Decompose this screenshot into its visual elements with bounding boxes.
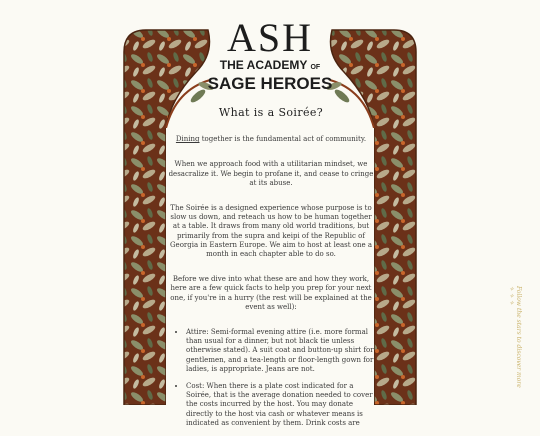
paragraph-soiree: The Soirée is a designed experience whose purpose is to slow us down, and reteach us how to be human together at a table. It draws from many old world traditions, but primarily from the supra and keipi of the Republic of Georgia in Eastern Europe. We aim to host at least one a month in each chapter able to do so. — [169, 204, 373, 259]
paragraph-dining: Dining together is the fundamental act of community. — [175, 135, 367, 144]
logo-line-2: SAGE HEROES — [207, 74, 333, 93]
academy-logo[interactable] — [0, 15, 540, 93]
dining-link[interactable]: Dining — [175, 135, 200, 144]
main-content — [166, 108, 376, 436]
list-item-attire: • Attire: Semi-formal evening attire (i.e. more formal than usual for a dinner, but not black tie unless otherwise stated). A suit coat and button-up shirt for gentlemen, and a tea-length or floor-length gown for ladies, is appropriate. Jeans are not. — [186, 328, 376, 374]
logo-line-1: THE ACADEMY OF — [219, 58, 321, 72]
paragraph-utilitarian: When we approach food with a utilitarian mindset, we desacralize it. We begin to profane it, and cease to cringe at its abuse. — [168, 160, 374, 187]
list-item-cost: • Cost: When there is a plate cost indicated for a Soirée, that is the average donation needed to cover the costs incurred by the host. You may donate directly to the host via cash or whatever means is indicated as convenient by them. Drink costs are — [186, 382, 376, 428]
paragraph-quick-facts: Before we dive into what these are and how they work, here are a few quick facts to help you prep for your next one, if you're in a hurry (the rest will be explained at the event as well): — [170, 275, 372, 311]
facts-list — [166, 328, 376, 428]
page-title: What is a Soirée? — [218, 106, 324, 119]
logo-ash: ASH — [226, 15, 314, 60]
vertical-tagline[interactable]: Follow the stars to discover more ✧✧✧ — [508, 286, 522, 388]
